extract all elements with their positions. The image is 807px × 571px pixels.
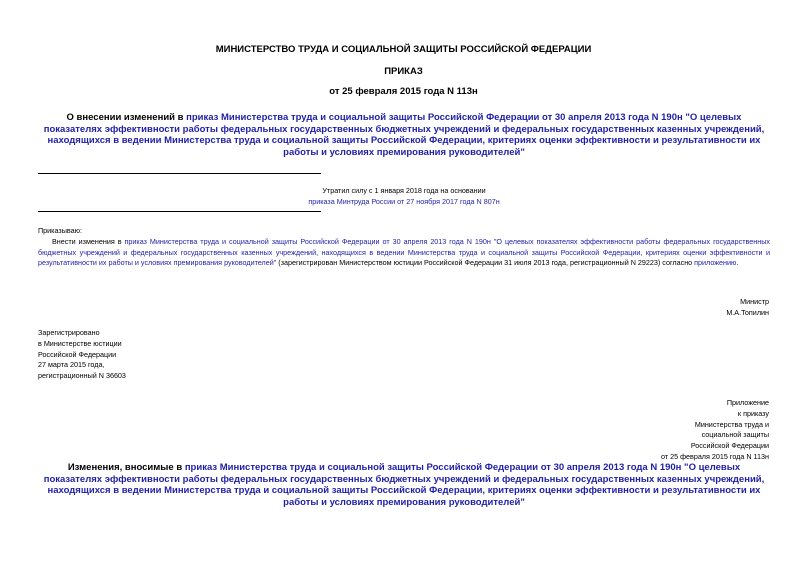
order-paragraph [38,237,770,269]
para-link-order[interactable]: приказ Министерства труда и социальной защиты Российской Федерации от 30 апреля 2013 года N 190н "О целевых показателях эффективности работы федеральных государственных бюджетных учреждений и федеральных государственных казенных учреждений, находящихся в ведении Министерства труда и социальной защиты Российской Федерации, критериях оценки эффективности и результативности их работы и условиях премирования руководителей" [38,236,770,268]
annotation-link[interactable]: приказа Минтруда России от 27 ноября 2017 года N 807н [308,197,500,206]
ministry-heading: МИНИСТЕРСТВО ТРУДА И СОЦИАЛЬНОЙ ЗАЩИТЫ РОССИЙСКОЙ ФЕДЕРАЦИИ [215,44,592,55]
title-prefix: О внесении изменений в [66,112,187,123]
appendix-line: к приказу [737,408,769,418]
registration-line: в Министерстве юстиции [38,338,122,348]
divider-top [38,173,321,174]
date-number-heading: от 25 февраля 2015 года N 113н [329,86,478,97]
order-word: Приказываю: [38,226,82,235]
registration-line: Зарегистрировано [38,328,100,337]
registration-block [38,328,126,382]
divider-bottom [38,211,321,212]
signature-name: М.А.Топилин [726,307,769,317]
para-end: . [736,258,739,268]
appendix-line: Министерства труда и [694,419,769,429]
annotation-line: Утратил силу с 1 января 2018 года на основании [322,186,486,195]
signature-block [726,297,769,319]
appendix-line: социальной защиты [701,430,769,440]
registration-line: Российской Федерации [38,349,117,359]
appendix-title-prefix: Изменения, вносимые в [67,462,185,473]
appendix-title [38,462,770,508]
appendix-title-link[interactable]: приказ Министерства труда и социальной защиты Российской Федерации от 30 апреля 2013 года N 190н "О целевых показателях эффективности работы федеральных государственных бюджетных учреждений и федеральных государственных казенных учреждений, находящихся в ведении Министерства труда и социальной защиты Российской Федерации, критериях оценки эффективности и результативности их работы и условиях премирования руководителей" [43,462,765,508]
appendix-line: Российской Федерации [690,441,769,451]
signature-position: Министр [740,297,769,306]
para-middle: (зарегистрирован Министерством юстиции Российской Федерации 31 июля 2013 года, регистрационный N 29223) согласно [276,258,695,268]
registration-line: 27 марта 2015 года, [38,360,105,370]
title-link[interactable]: приказ Министерства труда и социальной защиты Российской Федерации от 30 апреля 2013 года N 190н "О целевых показателях эффективности работы федеральных государственных бюджетных учреждений и федеральных государственных казенных учреждений, находящихся в ведении Министерства труда и социальной защиты Российской Федерации, критериях оценки эффективности и результативности их работы и условиях премирования руководителей" [43,112,765,158]
appendix-block [661,398,769,463]
doc-type-heading: ПРИКАЗ [384,66,423,77]
document-title [38,112,770,158]
appendix-line: от 25 февраля 2015 года N 113н [660,451,769,461]
annotation-block [38,185,770,207]
registration-line: регистрационный N 36603 [38,371,126,381]
para-link-appendix[interactable]: приложению [694,258,737,268]
para-prefix: Внести изменения в [52,236,125,246]
appendix-line: Приложение [726,398,769,407]
order-body [38,226,770,269]
